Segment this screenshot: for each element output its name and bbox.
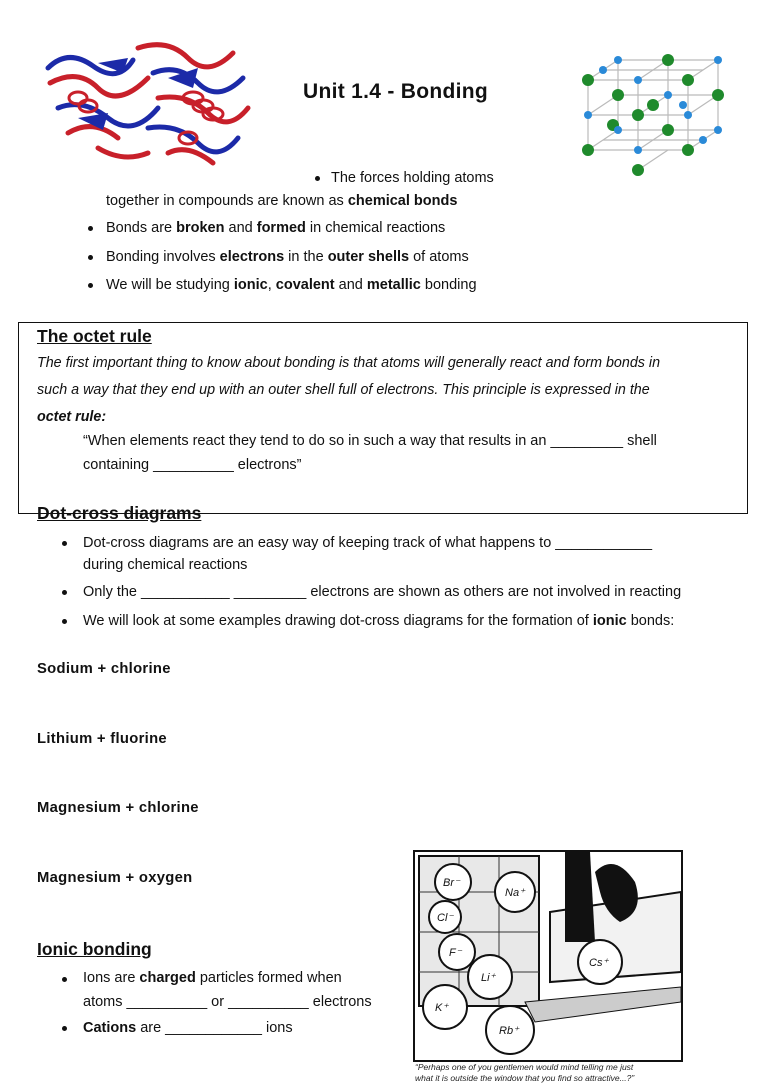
- cartoon-label: Cs⁺: [589, 957, 609, 969]
- ionic-bullet-1: Ions are charged particles formed when: [83, 970, 342, 986]
- cartoon-label: Na⁺: [505, 887, 525, 899]
- octet-quote-line-2: containing __________ electrons”: [83, 457, 302, 473]
- bullet-dot: [315, 176, 320, 181]
- intro-line-2: [106, 193, 457, 209]
- intro-line-2-text: together in compounds are known as: [106, 193, 348, 209]
- intro-line-1: The forces holding atoms: [331, 170, 494, 186]
- ionic-bullet-2: Cations are ____________ ions: [83, 1020, 293, 1036]
- cartoon-label: F⁻: [449, 947, 462, 959]
- bullet-dot: [62, 590, 67, 595]
- bullet-dot: [62, 541, 67, 546]
- ionic-bullet-1-line-2: atoms __________ or __________ electrons: [83, 994, 372, 1010]
- octet-rule-heading: The octet rule: [37, 326, 152, 346]
- intro-bullet-1: Bonds are broken and formed in chemical reactions: [106, 220, 446, 236]
- cartoon-caption-line-2: what it is outside the window that you find so attractive...?”: [415, 1073, 635, 1083]
- intro-bullet-2: Bonding involves electrons in the outer shells of atoms: [106, 249, 469, 265]
- dot-cross-bullet-3: We will look at some examples drawing dot-cross diagrams for the formation of ionic bonds:: [83, 613, 675, 629]
- example-magnesium-oxygen: Magnesium + oxygen: [37, 870, 193, 886]
- cartoon-label: Li⁺: [481, 972, 496, 984]
- dot-cross-bullet-1a: Dot-cross diagrams are an easy way of keeping track of what happens to ____________: [83, 535, 653, 551]
- octet-paragraph-line-1: The first important thing to know about bonding is that atoms will generally react and form bonds in: [37, 355, 661, 371]
- ionic-bonding-heading: Ionic bonding: [37, 939, 152, 959]
- bullet-dot: [62, 1026, 67, 1031]
- cartoon-caption: [415, 1062, 685, 1084]
- bullet-dot: [62, 619, 67, 624]
- octet-paragraph-line-2: such a way that they end up with an outer shell full of electrons. This principle is expressed in the: [37, 382, 650, 398]
- example-lithium-fluorine: Lithium + fluorine: [37, 731, 167, 747]
- protein-structure-image: [38, 38, 253, 178]
- cartoon-caption-line-1: “Perhaps one of you gentlemen would mind telling me just: [415, 1062, 634, 1072]
- page-title: Unit 1.4 - Bonding: [303, 80, 489, 103]
- ionic-lattice-image: [578, 50, 728, 185]
- bullet-dot: [88, 226, 93, 231]
- octet-quote-line-1: “When elements react they tend to do so in such a way that results in an _________ shell: [83, 433, 657, 449]
- cartoon-label: K⁺: [435, 1002, 449, 1014]
- octet-rule-term: octet rule:: [37, 409, 107, 425]
- chemical-bonds-term: chemical bonds: [347, 193, 458, 209]
- cartoon-label: Br⁻: [443, 877, 460, 889]
- dot-cross-heading: Dot-cross diagrams: [37, 503, 202, 523]
- cartoon-label: Rb⁺: [499, 1025, 519, 1037]
- intro-bullet-3: We will be studying ionic, covalent and metallic bonding: [106, 277, 477, 293]
- bullet-dot: [88, 255, 93, 260]
- dot-cross-bullet-1b: during chemical reactions: [83, 557, 248, 573]
- bullet-dot: [88, 283, 93, 288]
- example-magnesium-chlorine: Magnesium + chlorine: [37, 800, 199, 816]
- ions-classroom-cartoon: [413, 850, 683, 1062]
- octet-rule-box: [18, 322, 748, 514]
- bullet-dot: [62, 977, 67, 982]
- cartoon-label: Cl⁻: [437, 912, 454, 924]
- dot-cross-bullet-2: Only the ___________ _________ electrons are shown as others are not involved in reacting: [83, 584, 682, 600]
- example-sodium-chlorine: Sodium + chlorine: [37, 661, 171, 677]
